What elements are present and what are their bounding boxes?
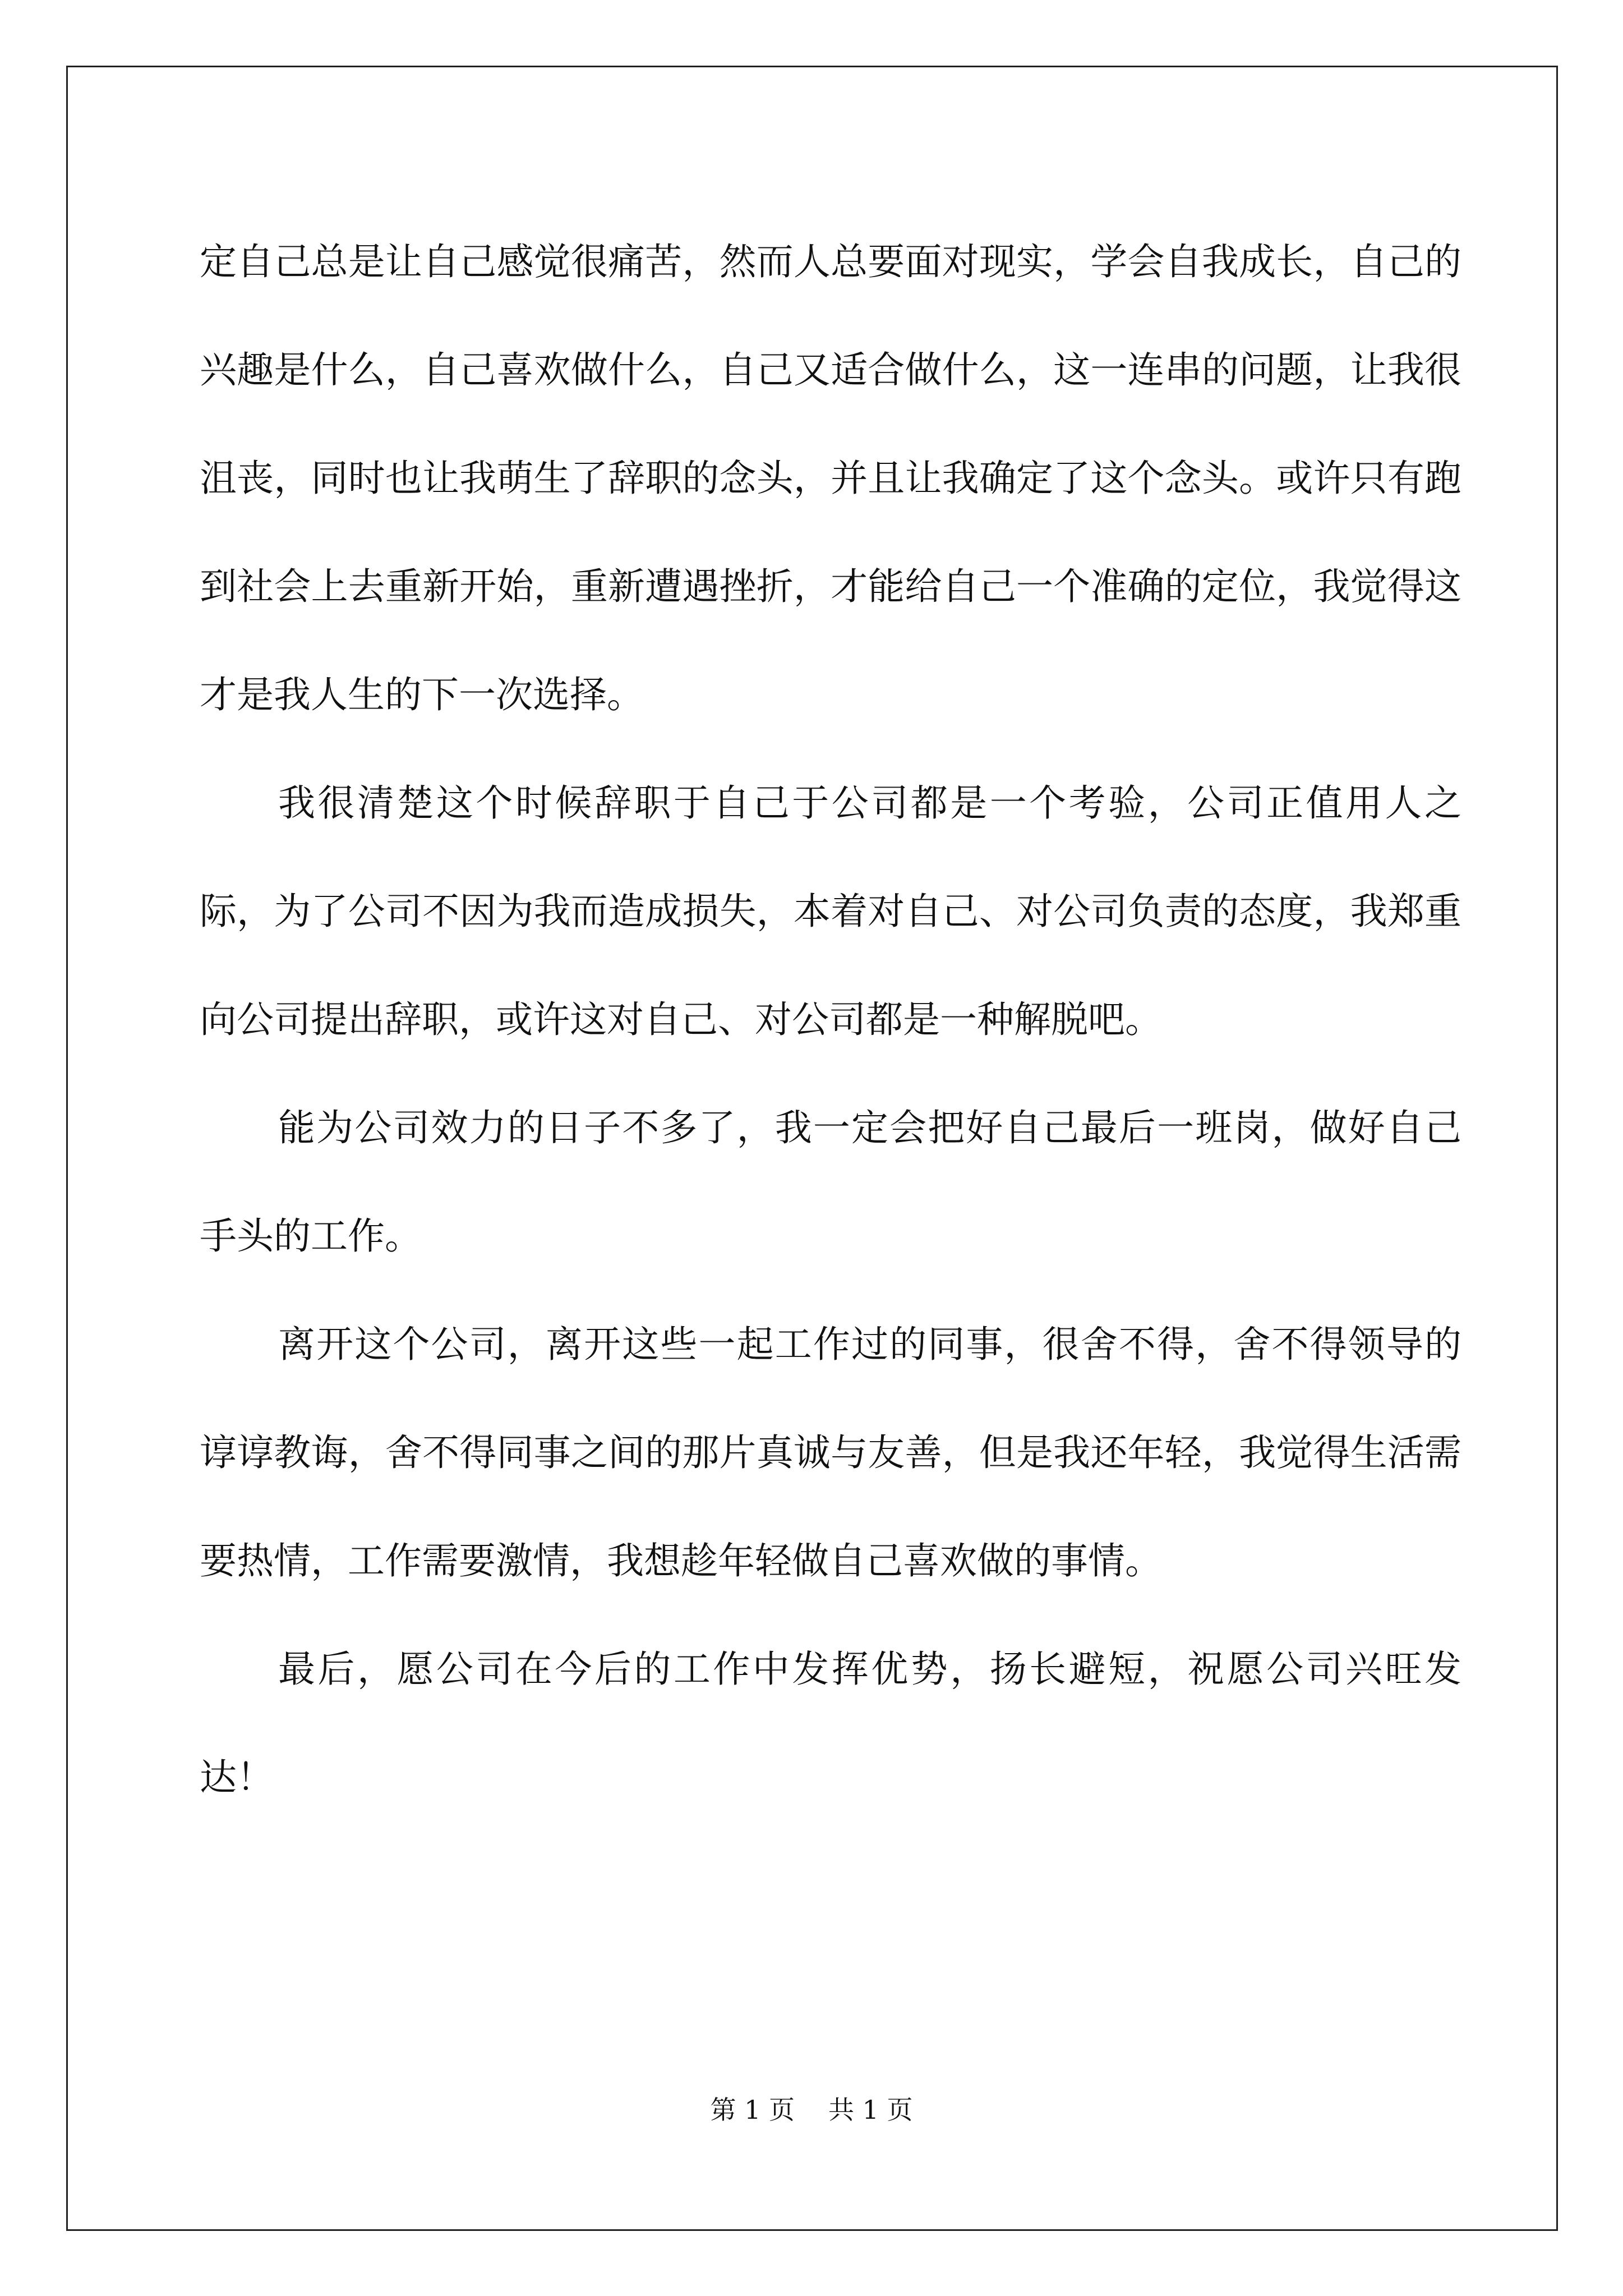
paragraph-5: 最后，愿公司在今后的工作中发挥优势，扬长避短，祝愿公司兴旺发达！ xyxy=(200,1648,1461,1799)
page-total: 共 1 页 xyxy=(828,2095,913,2125)
paragraph-1: 定自己总是让自己感觉很痛苦，然而人总要面对现实，学会自我成长，自己的兴趣是什么，自己喜欢做什么，自己又适合做什么，这一连串的问题，让我很沮丧，同时也让我萌生了辞职的念头，并且让我确定了这个念头。或许只有跑到社会上去重新开始，重新遭遇挫折，才能给自己一个准确的定位，我觉得这才是我人生的下一次选择。 xyxy=(200,240,1461,716)
paragraph-2: 我很清楚这个时候辞职于自己于公司都是一个考验，公司正值用人之际，为了公司不因为我而造成损失，本着对自己、对公司负责的态度，我郑重向公司提出辞职，或许这对自己、对公司都是一种解脱吧。 xyxy=(200,781,1461,1041)
page-number: 第 1 页 xyxy=(710,2095,795,2125)
page-footer xyxy=(0,2090,1623,2127)
document-body xyxy=(200,208,1461,1832)
paragraph-4: 离开这个公司，离开这些一起工作过的同事，很舍不得，舍不得领导的谆谆教诲，舍不得同事之间的那片真诚与友善，但是我还年轻，我觉得生活需要热情，工作需要激情，我想趁年轻做自己喜欢做的事情。 xyxy=(200,1323,1461,1582)
paragraph-3: 能为公司效力的日子不多了，我一定会把好自己最后一班岗，做好自己手头的工作。 xyxy=(200,1106,1461,1258)
